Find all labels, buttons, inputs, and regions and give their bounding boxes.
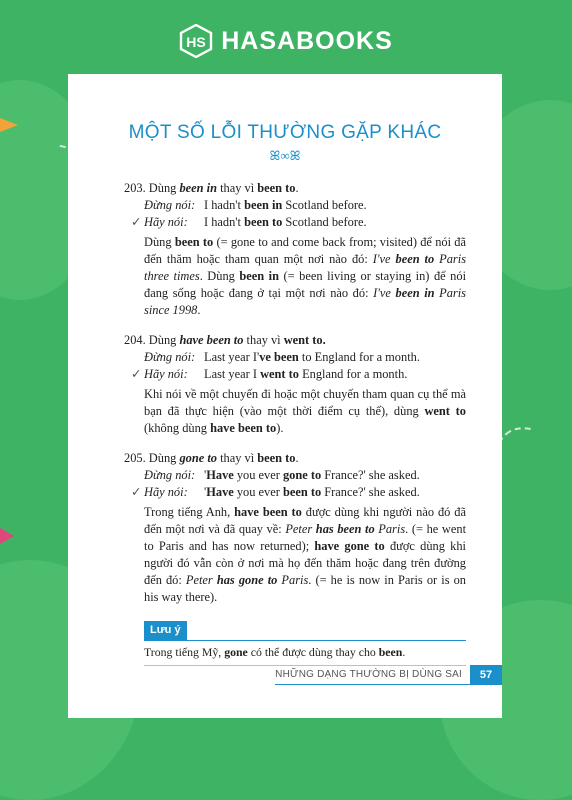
paper-plane-icon bbox=[0, 118, 18, 132]
text-run: been to bbox=[257, 181, 296, 195]
text-run: France?' she asked. bbox=[321, 485, 420, 499]
text-run: went to bbox=[424, 404, 466, 418]
note-label: Lưu ý bbox=[144, 621, 187, 640]
text-run: Last year I' bbox=[204, 350, 260, 364]
text-run: been in bbox=[395, 286, 435, 300]
logo-icon bbox=[179, 24, 213, 58]
text-run: . bbox=[295, 451, 299, 465]
note-text bbox=[144, 641, 466, 666]
text-run: Paris bbox=[374, 522, 406, 536]
entry-explanation bbox=[144, 504, 466, 606]
title-ornament-icon: ꕤ∞ꕤ bbox=[269, 148, 301, 163]
right-label: Hãy nói: bbox=[144, 367, 188, 381]
wrong-example bbox=[144, 349, 466, 366]
right-sentence bbox=[204, 484, 420, 501]
paper-plane-icon bbox=[0, 528, 14, 544]
wrong-example bbox=[144, 467, 466, 484]
text-run: England for a month. bbox=[298, 367, 408, 381]
text-run: have gone to bbox=[314, 539, 385, 553]
text-run: you ever bbox=[233, 468, 283, 482]
text-run: thay vì bbox=[243, 333, 284, 347]
text-run: I've bbox=[373, 286, 396, 300]
text-run: I hadn't bbox=[204, 198, 245, 212]
entry-205 bbox=[124, 450, 467, 606]
text-run: Paris three times bbox=[144, 252, 467, 283]
right-label: Hãy nói: bbox=[144, 215, 188, 229]
text-run: been to bbox=[244, 215, 283, 229]
text-run: Dùng bbox=[148, 451, 180, 465]
text-run: Scotland before. bbox=[282, 215, 367, 229]
text-run: Dùng bbox=[148, 333, 180, 347]
entry-heading-text bbox=[149, 451, 299, 465]
text-run: ve been bbox=[259, 350, 299, 364]
text-run: has gone to bbox=[216, 573, 278, 587]
wrong-example bbox=[144, 197, 466, 214]
text-run: have been to bbox=[179, 333, 244, 347]
entry-heading bbox=[124, 332, 466, 349]
right-sentence bbox=[204, 366, 407, 383]
entry-heading-text bbox=[149, 333, 326, 347]
text-run: (không dùng bbox=[144, 421, 211, 435]
text-run: have been to bbox=[234, 505, 302, 519]
check-icon: ✓ bbox=[131, 367, 142, 381]
entry-heading-text bbox=[149, 181, 299, 195]
entry-explanation bbox=[144, 234, 466, 319]
page-title: MỘT SỐ LỖI THƯỜNG GẶP KHÁC bbox=[128, 122, 442, 143]
text-run: Dùng bbox=[148, 181, 180, 195]
text-run: went to bbox=[260, 367, 299, 381]
entry-explanation bbox=[144, 386, 466, 437]
text-run: Paris since 1998 bbox=[144, 286, 466, 317]
wrong-sentence bbox=[204, 349, 420, 366]
note-box bbox=[144, 619, 466, 666]
entry-number: 205. bbox=[124, 451, 146, 465]
entry-203 bbox=[124, 180, 467, 319]
text-run: gone to bbox=[282, 468, 322, 482]
text-run: went to. bbox=[283, 333, 326, 347]
text-run: Peter bbox=[285, 522, 316, 536]
entries-list bbox=[124, 180, 467, 606]
text-run: been in bbox=[239, 269, 280, 283]
text-run: to England for a month. bbox=[298, 350, 420, 364]
text-run: ' bbox=[204, 468, 207, 482]
page-number: 57 bbox=[470, 665, 502, 685]
text-run: has been to bbox=[315, 522, 375, 536]
text-run: Have bbox=[206, 485, 234, 499]
text-run: gone to bbox=[179, 451, 217, 465]
text-run: . bbox=[402, 645, 406, 659]
logo-letters: HS bbox=[186, 34, 206, 50]
check-icon: ✓ bbox=[131, 485, 142, 499]
text-run: ' bbox=[204, 485, 207, 499]
book-page bbox=[68, 74, 502, 718]
right-sentence bbox=[204, 214, 367, 231]
text-run: thay vì bbox=[216, 451, 258, 465]
right-example bbox=[131, 214, 466, 231]
text-run: Scotland before. bbox=[282, 198, 367, 212]
wrong-label: Đừng nói: bbox=[144, 350, 196, 364]
text-run: France?' she asked. bbox=[321, 468, 420, 482]
text-run: been bbox=[378, 645, 403, 659]
entry-heading bbox=[124, 450, 466, 467]
right-example bbox=[131, 484, 466, 501]
right-label: Hãy nói: bbox=[144, 485, 188, 499]
wrong-sentence bbox=[204, 467, 420, 484]
text-run: được dùng khi người nào đó đã đến một nơi và đã quay về: bbox=[144, 505, 466, 536]
text-run: been to bbox=[282, 485, 322, 499]
text-run: I hadn't bbox=[204, 215, 245, 229]
text-run: have been to bbox=[210, 421, 277, 435]
text-run: been in bbox=[179, 181, 217, 195]
text-run: thay vì bbox=[216, 181, 258, 195]
text-run: Trong tiếng Mỹ, bbox=[144, 645, 225, 659]
text-run: been to bbox=[395, 252, 435, 266]
running-footer: NHỮNG DẠNG THƯỜNG BỊ DÙNG SAI bbox=[275, 665, 470, 685]
text-run: . bbox=[295, 181, 299, 195]
text-run: you ever bbox=[233, 485, 283, 499]
entry-heading bbox=[124, 180, 466, 197]
text-run: Khi nói về một chuyến đi hoặc một chuyến tham quan cụ thể mà bạn đã thực hiện (vào một thời điểm cụ thể), dùng bbox=[144, 387, 466, 418]
text-run: Paris bbox=[277, 573, 309, 587]
brand-name: HASABOOKS bbox=[221, 26, 393, 55]
text-run: Last year I bbox=[204, 367, 261, 381]
text-run: Dùng bbox=[144, 235, 175, 249]
text-run: been in bbox=[244, 198, 283, 212]
text-run: . Dùng bbox=[199, 269, 240, 283]
text-run: . (= he went to Paris and has now returned); bbox=[144, 522, 467, 553]
check-icon: ✓ bbox=[131, 215, 142, 229]
text-run: . (= he is now in Paris or is on his way there). bbox=[144, 573, 466, 604]
page-footer bbox=[258, 665, 502, 685]
text-run: been to bbox=[257, 451, 296, 465]
text-run: gone bbox=[224, 645, 248, 659]
text-run: có thể được dùng thay cho bbox=[247, 645, 379, 659]
entry-number: 204. bbox=[124, 333, 146, 347]
wrong-label: Đừng nói: bbox=[144, 198, 196, 212]
text-run: Peter bbox=[185, 573, 217, 587]
text-run: ). bbox=[276, 421, 284, 435]
text-run: được dùng khi người đó vẫn còn ở nơi mà họ đến thăm hoặc đang trên đường đến đó: bbox=[144, 539, 466, 587]
brand-header bbox=[0, 24, 572, 58]
text-run: (= been living or staying in) để nói đang sống hoặc đang ở tại một nơi nào đó: bbox=[144, 269, 467, 300]
right-example bbox=[131, 366, 466, 383]
wrong-sentence bbox=[204, 197, 367, 214]
wrong-label: Đừng nói: bbox=[144, 468, 196, 482]
text-run: (= gone to and come back from; visited) để nói đã đến thăm hoặc tham quan một nơi nào đó: bbox=[144, 235, 466, 266]
entry-204 bbox=[124, 332, 466, 437]
text-run: Have bbox=[206, 468, 234, 482]
entry-number: 203. bbox=[124, 181, 146, 195]
text-run: . bbox=[197, 303, 201, 317]
text-run: I've bbox=[372, 252, 396, 266]
content bbox=[124, 180, 467, 666]
text-run: been to bbox=[174, 235, 214, 249]
text-run: Trong tiếng Anh, bbox=[144, 505, 235, 519]
